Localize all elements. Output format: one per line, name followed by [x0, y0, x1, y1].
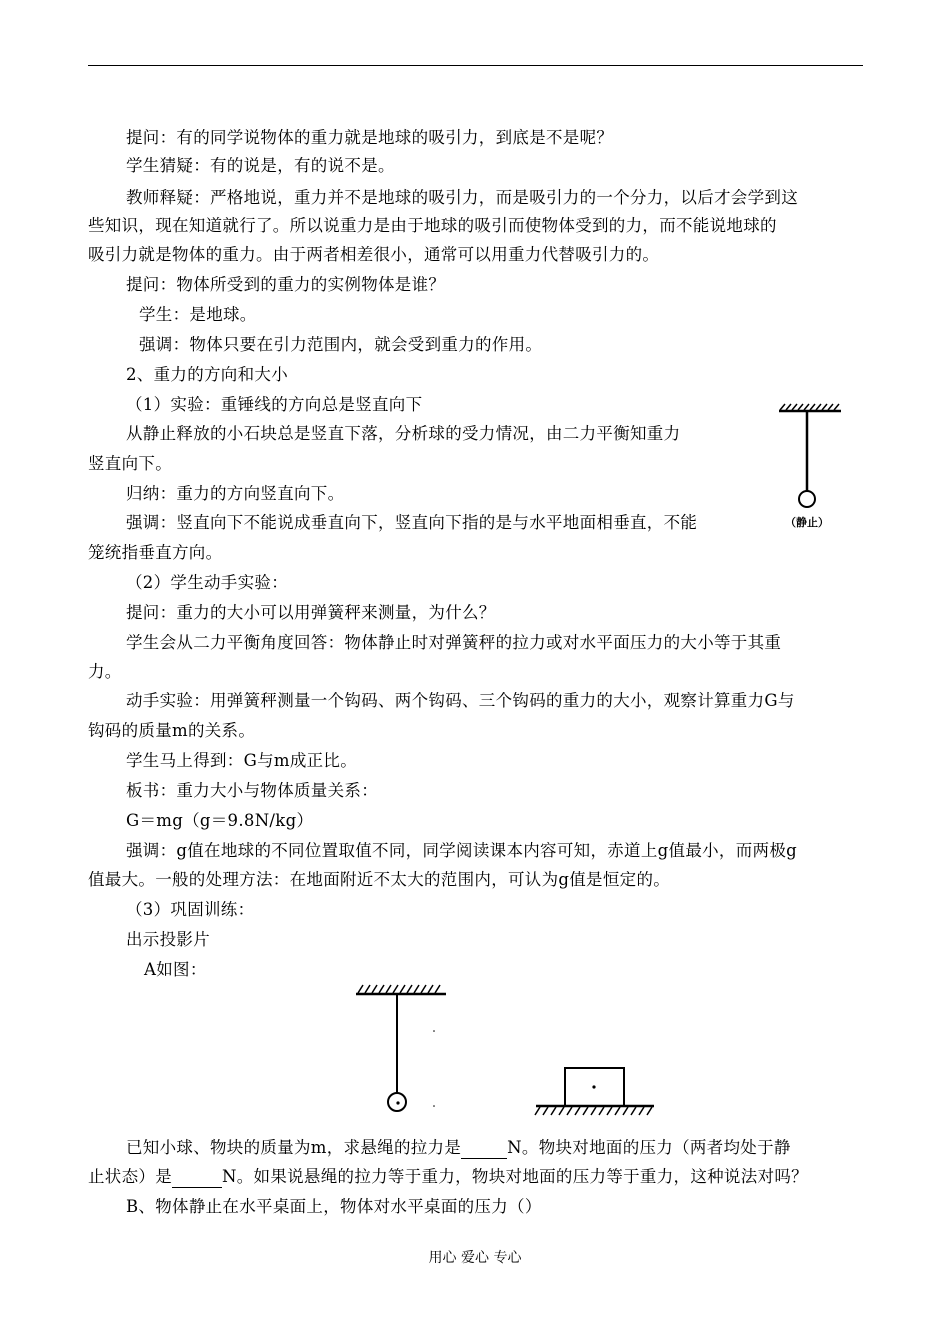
text-line: 学生马上得到：G与m成正比。 [126, 751, 358, 770]
page-footer: 用心 爱心 专心 [428, 1250, 522, 1266]
text-line: 从静止释放的小石块总是竖直下落，分析球的受力情况，由二力平衡知重力 [126, 424, 681, 443]
text-line: 出示投影片 [126, 930, 210, 949]
text-line: （1）实验：重锤线的方向总是竖直向下 [126, 395, 423, 414]
text-line: 板书：重力大小与物体质量关系： [126, 781, 378, 800]
text-line: 动手实验：用弹簧秤测量一个钩码、两个钩码、三个钩码的重力的大小，观察计算重力G与 [126, 691, 795, 710]
text-line: 钩码的质量m的关系。 [88, 721, 256, 740]
section-heading: 2、重力的方向和大小 [126, 365, 288, 384]
header-rule [88, 65, 863, 66]
text-line: 提问：物体所受到的重力的实例物体是谁？ [126, 275, 446, 294]
pendulum-figure [350, 978, 450, 1138]
figure-caption: （静止） [785, 516, 829, 529]
text-line: 教师释疑：严格地说，重力并不是地球的吸引力，而是吸引力的一个分力，以后才会学到这 [126, 188, 798, 207]
text-line: 学生：是地球。 [139, 305, 257, 324]
text-line: 竖直向下。 [88, 454, 172, 473]
text-line: 强调：竖直向下不能说成垂直向下，竖直向下指的是与水平地面相垂直，不能 [126, 513, 698, 532]
answer-blank-1 [461, 1138, 507, 1159]
text-line: 学生猜疑：有的说是，有的说不是。 [126, 156, 395, 175]
answer-blank-2 [172, 1167, 222, 1188]
text-line [88, 1167, 808, 1188]
text-line: 学生会从二力平衡角度回答：物体静止时对弹簧秤的拉力或对水平面压力的大小等于其重 [126, 633, 782, 652]
plumb-line-figure [770, 400, 850, 535]
text-line: 力。 [88, 662, 122, 681]
text-line: 些知识，现在知道就行了。所以说重力是由于地球的吸引而使物体受到的力，而不能说地球的 [88, 216, 777, 235]
text-line: 值最大。一般的处理方法：在地面附近不太大的范围内，可认为g值是恒定的。 [88, 870, 671, 889]
text-line: 归纳：重力的方向竖直向下。 [126, 484, 345, 503]
text-line: 强调：物体只要在引力范围内，就会受到重力的作用。 [139, 335, 543, 354]
formula: G＝mg（g＝9.8N/kg） [126, 811, 314, 830]
text-line: B、物体静止在水平桌面上，物体对水平桌面的压力（） [126, 1197, 542, 1216]
text-line: 强调：g值在地球的不同位置取值不同，同学阅读课本内容可知，赤道上g值最小，而两极g [126, 841, 797, 860]
question-text: 已知小球、物块的质量为m，求悬绳的拉力是 [126, 1138, 462, 1157]
question-text: N。如果说悬绳的拉力等于重力，物块对地面的压力等于重力，这种说法对吗？ [222, 1167, 808, 1186]
text-line [126, 1138, 791, 1159]
text-line: 提问：有的同学说物体的重力就是地球的吸引力，到底是不是呢？ [126, 128, 614, 147]
text-line: 吸引力就是物体的重力。由于两者相差很小，通常可以用重力代替吸引力的。 [88, 245, 660, 264]
text-line: A如图： [144, 960, 207, 979]
text-line: 提问：重力的大小可以用弹簧秤来测量，为什么？ [126, 603, 496, 622]
question-text: N。物块对地面的压力（两者均处于静 [507, 1138, 791, 1157]
text-line: （3）巩固训练： [126, 900, 255, 919]
text-line: 笼统指垂直方向。 [88, 543, 223, 562]
block-figure [530, 1060, 660, 1120]
question-text: 止状态）是 [88, 1167, 172, 1186]
text-line: （2）学生动手实验： [126, 573, 288, 592]
